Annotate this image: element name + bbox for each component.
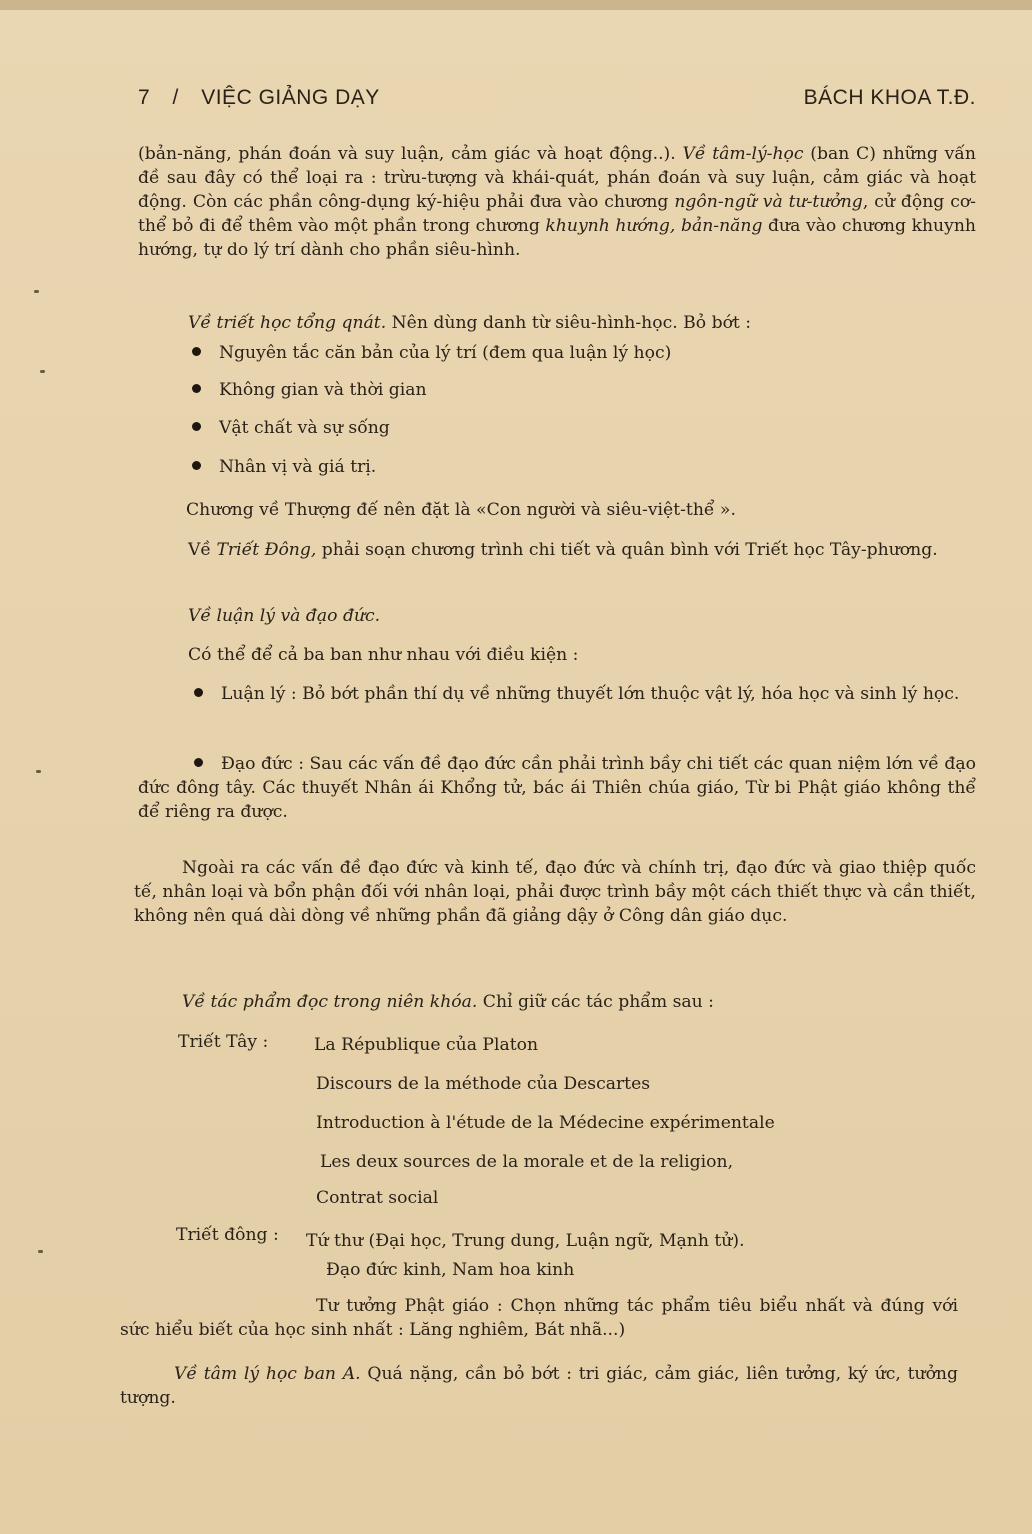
p4-text-a: Về [188,540,217,560]
paragraph-psychology-a [120,1362,958,1410]
header-separator: / [172,86,179,109]
bullet-item [192,378,972,402]
p4-text-b: phải soạn chương trình chi tiết và quân bình với Triết học Tây-phương. [316,540,938,560]
bullet-text: Nhân vị và giá trị. [219,457,377,477]
p1-text-c: , cử động cơ-thể bỏ đi để thêm vào một phần trong chương [138,192,976,236]
page-number: 7 [138,86,151,109]
p11-text: Quá nặng, cần bỏ bớt : tri giác, cảm giác, liên tưởng, ký ức, tưởng tượng. [120,1364,959,1408]
heading-logic-ethics: Về luận lý và đạo đức. [188,606,381,626]
book-title: Tứ thư (Đại học, Trung dung, Luận ngữ, Mạnh tử). [306,1231,745,1251]
p1-italic-c: khuynh hướng, bản-năng [545,216,763,236]
bullet-icon [194,758,203,767]
bullet-item [192,455,972,479]
p10-text: Chỉ giữ các tác phẩm sau : [477,992,714,1012]
bullet-icon [192,347,201,356]
bullet-text: Vật chất và sự sống [219,418,390,438]
p2-italic: Về triết học tổng qnát. [188,313,387,333]
book-title: Đạo đức kinh, Nam hoa kinh [326,1260,575,1280]
bullet-icon [192,422,201,431]
p4-italic: Triết Đông, [216,540,317,560]
paragraph-other-ethics: Ngoài ra các vấn đề đạo đức và kinh tế, đạo đức và chính trị, đạo đức và giao thiệp quốc tế, nhân loại và bổn phận đối với nhân loại, phải được trình bầy một cách thiết thực và cần thiết, không nên quá dài dòng về những phần đã giảng dậy ở Công dân giáo dục. [134,858,976,926]
p10-italic: Về tác phẩm đọc trong niên khóa. [182,992,478,1012]
bullet-text: Nguyên tắc căn bản của lý trí (đem qua luận lý học) [219,343,672,363]
bullet-icon [192,384,201,393]
paragraph-conditions: Có thể để cả ba ban như nhau với điều kiện : [188,645,579,665]
western-philosophy-label: Triết Tây : [178,1032,269,1052]
p1-text-d: đưa vào chương khuynh hướng, tự do lý trí dành cho phần siêu-hình. [138,216,976,260]
paragraph-eastern-philosophy [138,538,976,562]
p11-italic: Về tâm lý học ban A. [174,1364,361,1384]
bullet-item [192,341,972,365]
bullet-text: Không gian và thời gian [219,380,427,400]
bullet-logic-text: Luận lý : Bỏ bớt phần thí dụ về những thuyết lớn thuộc vật lý, hóa học và sinh lý học. [221,684,960,704]
p2-text: Nên dùng danh từ siêu-hình-học. Bỏ bớt : [386,313,752,333]
p1-text-b: (ban C) những vấn đề sau đây có thể loại ra : trừu-tượng và khái-quát, phán đoán và suy luận, cảm giác và hoạt động. Còn các phần công-dụng ký-hiệu phải đưa vào chương [138,144,976,212]
paragraph-general-philosophy [188,311,976,335]
p1-italic-b: ngôn-ngữ và tư-tưởng [674,192,863,212]
paragraph-god-chapter: Chương về Thượng đế nên đặt là «Con người và siêu-việt-thể ». [186,500,736,520]
bullet-ethics-text: Đạo đức : Sau các vấn đề đạo đức cần phải trình bầy chi tiết các quan niệm lớn về đạo đức đông tây. Các thuyết Nhân ái Khổng tử, bác ái Thiên chúa giáo, Từ bi Phật giáo không thể để riêng ra được. [138,754,976,822]
p1-text-a: (bản-năng, phán đoán và suy luận, cảm giác và hoạt động..). [138,144,683,164]
bullet-icon [194,688,203,697]
book-title: Contrat social [316,1188,439,1208]
book-title: Les deux sources de la morale et de la religion, [320,1152,734,1172]
paragraph-reading-works [182,990,976,1014]
section-title: VIỆC GIẢNG DẠY [201,86,380,109]
eastern-philosophy-label: Triết đông : [176,1225,279,1245]
paragraph-psychology-c [138,142,976,262]
journal-title: BÁCH KHOA T.Đ. [803,86,976,109]
bullet-icon [192,461,201,470]
bullet-logic [138,682,976,706]
book-title: Discours de la méthode của Descartes [316,1074,651,1094]
buddhist-thought: Tư tưởng Phật giáo : Chọn những tác phẩm tiêu biểu nhất và đúng với sức hiểu biết của học sinh nhất : Lăng nghiêm, Bát nhã...) [120,1296,958,1340]
bullet-item [192,416,972,440]
p1-italic-a: Về tâm-lý-học [682,144,804,164]
bullet-ethics [138,752,976,824]
book-title: Introduction à l'étude de la Médecine expérimentale [316,1113,775,1133]
book-title: La République của Platon [314,1035,539,1055]
